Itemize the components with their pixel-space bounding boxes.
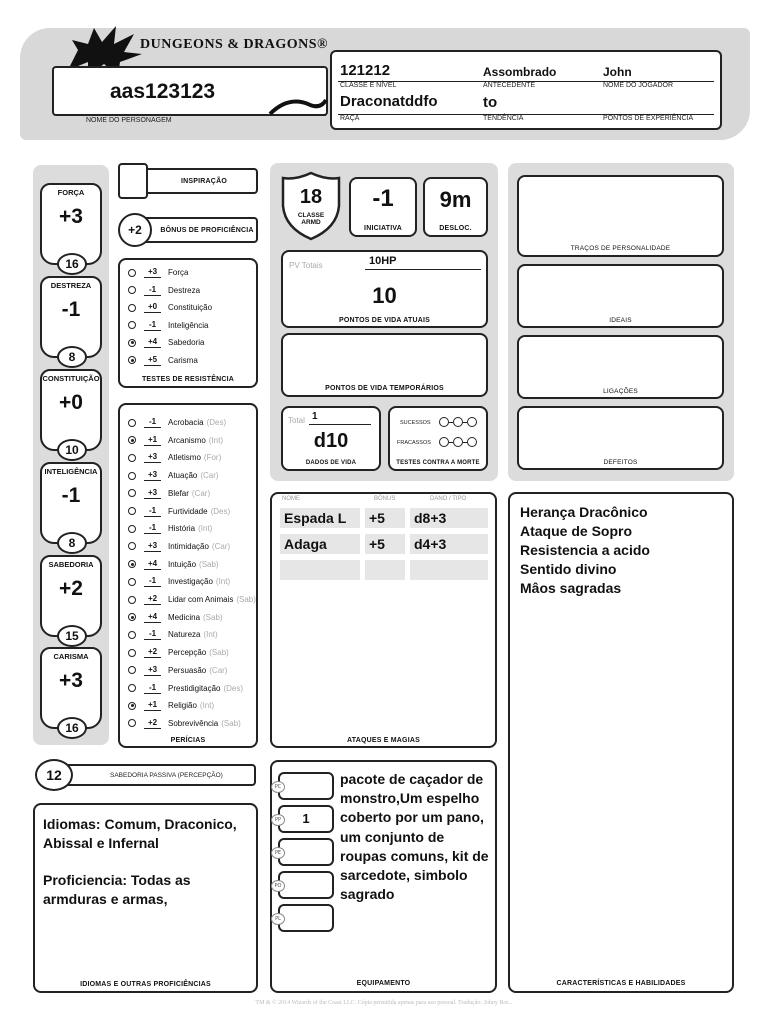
saving-throw-value: -1 bbox=[144, 285, 161, 296]
saving-throw-name: Constituição bbox=[168, 303, 213, 312]
death-saves-fail-label: FRACASSOS bbox=[397, 440, 431, 446]
proficiency-dot[interactable] bbox=[128, 525, 136, 533]
coin-pc[interactable] bbox=[274, 772, 334, 800]
ability-modifier: -1 bbox=[61, 298, 81, 321]
attack-bonus[interactable]: +5 bbox=[365, 508, 405, 528]
passive-perception-label: SABEDORIA PASSIVA (PERCEPÇÃO) bbox=[110, 772, 223, 779]
ability-name: DESTREZA bbox=[50, 281, 92, 290]
saving-throw-row[interactable] bbox=[128, 282, 200, 299]
ability-modifier: +3 bbox=[59, 669, 83, 692]
skill-value: +2 bbox=[144, 647, 161, 658]
skill-attr: (For) bbox=[203, 453, 222, 463]
attacks-label: ATAQUES E MAGIAS bbox=[347, 737, 420, 744]
saving-throw-row[interactable] bbox=[128, 317, 208, 334]
hp-current-box bbox=[281, 250, 488, 328]
skill-name: Prestidigitação bbox=[168, 683, 221, 693]
skill-value: -1 bbox=[144, 576, 161, 587]
coin-po[interactable] bbox=[274, 871, 334, 899]
skill-value: -1 bbox=[144, 523, 161, 534]
coin-label: PO bbox=[271, 880, 285, 892]
coin-label: PE bbox=[271, 847, 285, 859]
skill-row[interactable] bbox=[128, 432, 223, 449]
skill-row[interactable] bbox=[128, 467, 219, 484]
skill-row[interactable] bbox=[128, 520, 212, 537]
passive-perception-value[interactable]: 12 bbox=[35, 759, 73, 791]
skill-attr: (Sab) bbox=[236, 595, 256, 604]
skill-row[interactable] bbox=[128, 609, 223, 626]
feature-item: Mâos sagradas bbox=[520, 580, 622, 596]
attacks-col-bonus: BÔNUS bbox=[374, 496, 396, 502]
proficiency-dot[interactable] bbox=[128, 613, 136, 621]
skill-attr: (Sab) bbox=[221, 718, 241, 728]
skill-row[interactable] bbox=[128, 715, 241, 732]
hp-max-value[interactable]: 10HP bbox=[369, 255, 397, 267]
skill-attr: (Car) bbox=[191, 488, 211, 498]
ability-modifier: +3 bbox=[59, 205, 83, 228]
coin-label: PC bbox=[271, 781, 285, 793]
ability-wisdom[interactable] bbox=[40, 555, 102, 643]
fail-mark-3[interactable] bbox=[467, 437, 477, 447]
hit-dice-total-value[interactable]: 1 bbox=[312, 411, 318, 422]
skill-name: Blefar bbox=[168, 488, 189, 498]
skill-name: Investigação bbox=[168, 577, 213, 587]
proficiency-dot[interactable] bbox=[128, 304, 136, 312]
inspiration-label: INSPIRAÇÃO bbox=[181, 178, 227, 185]
coin-pe[interactable] bbox=[274, 838, 334, 866]
skill-attr: (Car) bbox=[200, 471, 219, 481]
proficiency-dot[interactable] bbox=[128, 436, 136, 444]
skill-attr: (Des) bbox=[210, 506, 231, 516]
proficiency-dot[interactable] bbox=[128, 356, 136, 364]
inspiration-input[interactable] bbox=[118, 163, 148, 199]
skill-row[interactable] bbox=[128, 573, 230, 590]
proficiency-dot[interactable] bbox=[128, 269, 136, 277]
skill-attr: (Int) bbox=[199, 701, 215, 711]
skill-attr: (Car) bbox=[211, 541, 231, 551]
attacks-col-name: NOME bbox=[282, 496, 300, 502]
proficiency-dot[interactable] bbox=[128, 631, 136, 639]
logo-text: DUNGEONS & DRAGONS® bbox=[140, 37, 328, 52]
proficiency-dot[interactable] bbox=[128, 339, 136, 347]
speed-label: DESLOC. bbox=[439, 225, 472, 232]
skill-value: +4 bbox=[144, 559, 161, 570]
hit-dice-label: DADOS DE VIDA bbox=[305, 460, 357, 466]
proficiency-dot[interactable] bbox=[128, 578, 136, 586]
ability-constitution[interactable] bbox=[40, 369, 102, 457]
player-name-label: NOME DO JOGADOR bbox=[603, 82, 674, 89]
proficiency-dot[interactable] bbox=[128, 419, 136, 427]
saving-throw-value: +5 bbox=[144, 355, 161, 366]
saving-throw-value: +3 bbox=[144, 267, 161, 278]
attack-damage[interactable] bbox=[410, 560, 488, 580]
skill-value: +1 bbox=[144, 435, 161, 446]
skill-attr: (Sab) bbox=[209, 648, 229, 658]
ability-score[interactable]: 8 bbox=[57, 532, 87, 554]
hit-dice-value[interactable]: d10 bbox=[313, 430, 349, 452]
ability-score[interactable]: 16 bbox=[57, 253, 87, 275]
hp-max-label: PV Totais bbox=[289, 261, 323, 270]
background[interactable]: Assombrado bbox=[483, 65, 557, 79]
speed-value[interactable]: 9m bbox=[439, 187, 472, 212]
proficiency-dot[interactable] bbox=[128, 542, 136, 550]
bonds-label: LIGAÇÕES bbox=[603, 388, 638, 395]
skill-name: Medicina bbox=[168, 612, 201, 622]
saving-throw-name: Destreza bbox=[168, 285, 201, 295]
hp-max-underline bbox=[365, 269, 481, 270]
ability-intelligence[interactable] bbox=[40, 462, 102, 550]
proficiency-dot[interactable] bbox=[128, 286, 136, 294]
saving-throw-row[interactable] bbox=[128, 264, 188, 281]
skill-name: Atletismo bbox=[168, 453, 201, 463]
saving-throw-row[interactable] bbox=[128, 334, 204, 351]
ability-modifier: -1 bbox=[61, 484, 81, 507]
skill-row[interactable] bbox=[128, 680, 243, 697]
skill-name: Furtividade bbox=[168, 506, 208, 516]
skill-row[interactable] bbox=[128, 449, 221, 466]
death-saves-success-marks[interactable] bbox=[439, 417, 477, 427]
skill-attr: (Des) bbox=[223, 683, 244, 693]
race-label: RAÇA bbox=[340, 115, 360, 122]
features-label: CARACTERÍSTICAS E HABILIDADES bbox=[556, 980, 686, 987]
death-saves-fail-marks[interactable] bbox=[439, 437, 477, 447]
passive-perception-box bbox=[52, 764, 256, 786]
alignment[interactable]: to bbox=[483, 94, 498, 111]
skill-attr: (Des) bbox=[206, 418, 227, 427]
attack-name[interactable] bbox=[280, 560, 360, 580]
skill-value: -1 bbox=[144, 417, 161, 428]
ideals-label: IDEAIS bbox=[609, 317, 632, 324]
skill-row[interactable] bbox=[128, 556, 219, 573]
success-mark-1[interactable] bbox=[439, 417, 449, 427]
skill-row[interactable] bbox=[128, 697, 214, 714]
skills-box bbox=[118, 403, 258, 748]
hp-current-label: PONTOS DE VIDA ATUAIS bbox=[339, 317, 430, 324]
proficiency-dot[interactable] bbox=[128, 472, 136, 480]
hit-dice-total-label: Total bbox=[288, 416, 305, 425]
skill-attr: (Car) bbox=[209, 665, 228, 675]
skill-attr: (Int) bbox=[208, 435, 224, 445]
skill-value: -1 bbox=[144, 683, 161, 694]
player-name[interactable]: John bbox=[603, 65, 632, 79]
inspiration-box bbox=[130, 168, 258, 194]
proficiency-label: BÔNUS DE PROFICIÊNCIA bbox=[160, 227, 254, 234]
skill-row[interactable] bbox=[128, 644, 229, 661]
coin-label: PL bbox=[271, 913, 285, 925]
class-level-label: CLASSE E NÍVEL bbox=[340, 82, 397, 89]
proficiency-dot[interactable] bbox=[128, 596, 136, 604]
skill-attr: (Sab) bbox=[203, 612, 223, 622]
attacks-col-damage: DANO / TIPO bbox=[430, 496, 467, 502]
ability-dexterity[interactable] bbox=[40, 276, 102, 364]
skill-value: +3 bbox=[144, 488, 161, 499]
skill-row[interactable] bbox=[128, 662, 227, 679]
initiative-box bbox=[349, 177, 417, 237]
skill-name: Acrobacia bbox=[168, 418, 204, 427]
saving-throws-title: TESTES DE RESISTÊNCIA bbox=[141, 376, 235, 383]
skill-row[interactable] bbox=[128, 503, 230, 520]
attack-damage[interactable]: d4+3 bbox=[410, 534, 488, 554]
attack-name[interactable]: Adaga bbox=[280, 534, 360, 554]
proficiency-dot[interactable] bbox=[128, 507, 136, 515]
ability-name: SABEDORIA bbox=[48, 560, 94, 569]
hp-current-value[interactable]: 10 bbox=[372, 283, 397, 308]
speed-box bbox=[423, 177, 488, 237]
skill-value: +1 bbox=[144, 700, 161, 711]
hp-temp-label: PONTOS DE VIDA TEMPORÁRIOS bbox=[325, 385, 444, 392]
attack-name[interactable]: Espada L bbox=[280, 508, 360, 528]
ability-score[interactable]: 8 bbox=[57, 346, 87, 368]
initiative-value[interactable]: -1 bbox=[372, 185, 394, 212]
saving-throw-value: +4 bbox=[144, 337, 161, 348]
hp-temp-box[interactable] bbox=[281, 333, 488, 397]
proficiency-dot[interactable] bbox=[128, 560, 136, 568]
ability-score[interactable]: 10 bbox=[57, 439, 87, 461]
skill-name: Arcanismo bbox=[168, 435, 206, 445]
attack-bonus[interactable] bbox=[365, 560, 405, 580]
feature-item: Resistencia a acido bbox=[520, 542, 650, 558]
proficiency-dot[interactable] bbox=[128, 719, 136, 727]
skill-attr: (Int) bbox=[198, 524, 213, 534]
skill-name: Sobrevivência bbox=[168, 718, 219, 728]
skill-value: +2 bbox=[144, 594, 161, 605]
skill-value: +3 bbox=[144, 452, 161, 463]
feature-item: Sentido divino bbox=[520, 561, 617, 577]
proficiency-dot[interactable] bbox=[128, 454, 136, 462]
hit-dice-box bbox=[281, 406, 381, 471]
fail-mark-2[interactable] bbox=[453, 437, 463, 447]
success-mark-3[interactable] bbox=[467, 417, 477, 427]
armor-class-value[interactable]: 18 bbox=[299, 186, 323, 208]
death-saves-label: TESTES CONTRA A MORTE bbox=[396, 460, 480, 466]
skill-name: Percepção bbox=[168, 648, 207, 658]
skill-value: -1 bbox=[144, 629, 161, 640]
ideals-box[interactable] bbox=[517, 264, 724, 328]
skill-value: +4 bbox=[144, 612, 161, 623]
languages-box[interactable] bbox=[33, 803, 258, 993]
skill-attr: (Int) bbox=[215, 577, 231, 587]
skill-row[interactable] bbox=[128, 626, 218, 643]
skill-name: Intimidação bbox=[168, 541, 209, 551]
saving-throw-row[interactable] bbox=[128, 352, 198, 369]
saving-throw-value: +0 bbox=[144, 302, 161, 313]
proficiencies-text: Proficiencia: Todas as armduras e armas, bbox=[43, 872, 191, 907]
proficiency-value[interactable]: +2 bbox=[118, 213, 152, 247]
character-name-underline bbox=[86, 115, 326, 116]
skill-row[interactable] bbox=[128, 414, 226, 431]
saving-throw-name: Inteligência bbox=[168, 320, 209, 330]
success-mark-2[interactable] bbox=[453, 417, 463, 427]
feature-item: Herança Dracônico bbox=[520, 504, 648, 520]
attacks-box bbox=[270, 492, 497, 748]
languages-label: IDIOMAS E OUTRAS PROFICIÊNCIAS bbox=[80, 981, 211, 988]
flaws-label: DEFEITOS bbox=[603, 459, 638, 466]
proficiency-dot[interactable] bbox=[128, 321, 136, 329]
equipment-label: EQUIPAMENTO bbox=[356, 980, 411, 987]
skill-name: Atuação bbox=[168, 471, 198, 481]
saving-throws-box bbox=[118, 258, 258, 388]
armor-class-label: CLASSE ARMD bbox=[297, 212, 325, 226]
death-saves-box bbox=[388, 406, 488, 471]
skill-row[interactable] bbox=[128, 591, 256, 608]
background-label: ANTECEDENTE bbox=[483, 82, 536, 89]
skill-value: +2 bbox=[144, 718, 161, 729]
saving-throw-value: -1 bbox=[144, 320, 161, 331]
alignment-label: TENDÊNCIA bbox=[483, 115, 524, 122]
ability-score[interactable]: 15 bbox=[57, 625, 87, 647]
ability-name: FORÇA bbox=[57, 188, 85, 197]
skill-row[interactable] bbox=[128, 538, 230, 555]
skill-attr: (Int) bbox=[203, 630, 218, 640]
proficiency-dot[interactable] bbox=[128, 702, 136, 710]
saving-throw-name: Carisma bbox=[168, 355, 198, 365]
initiative-label: INICIATIVA bbox=[364, 225, 402, 232]
proficiency-dot[interactable] bbox=[128, 489, 136, 497]
skill-attr: (Sab) bbox=[199, 559, 219, 569]
race[interactable]: Draconatddfo bbox=[340, 93, 438, 110]
saving-throw-name: Sabedoria bbox=[168, 338, 205, 347]
footer-copyright: TM & © 2014 Wizards of the Coast LLC. Cópia permitida apenas para uso pessoal. Tradução: Johny Bot... bbox=[255, 1000, 513, 1006]
skill-name: Religião bbox=[168, 701, 197, 711]
equipment-text[interactable]: pacote de caçador de monstro,Um espelho coberto por um pano, um conjunto de roupas comuns, kit de sarcedote, simbolo sagrado bbox=[340, 771, 489, 903]
personality-traits-box[interactable] bbox=[517, 175, 724, 257]
coin-pl[interactable] bbox=[275, 904, 334, 932]
proficiency-dot[interactable] bbox=[128, 666, 136, 674]
skill-name: História bbox=[168, 524, 196, 534]
xp-label: PONTOS DE EXPERIÊNCIA bbox=[603, 115, 694, 122]
class-level[interactable]: 121212 bbox=[340, 62, 391, 79]
death-saves-success-label: SUCESSOS bbox=[400, 420, 431, 426]
skill-value: +3 bbox=[144, 541, 161, 552]
header bbox=[0, 0, 768, 150]
ability-score[interactable]: 16 bbox=[57, 717, 87, 739]
fail-mark-1[interactable] bbox=[439, 437, 449, 447]
ability-strength[interactable] bbox=[40, 183, 102, 271]
skill-value: +3 bbox=[144, 665, 161, 676]
ability-modifier: +2 bbox=[59, 577, 83, 600]
skill-name: Persuasão bbox=[168, 665, 207, 675]
features-box[interactable] bbox=[508, 492, 734, 993]
skill-name: Natureza bbox=[168, 630, 201, 640]
skills-title: PERÍCIAS bbox=[170, 737, 206, 744]
skill-value: +3 bbox=[144, 470, 161, 481]
feature-item: Ataque de Sopro bbox=[520, 523, 633, 539]
skill-value: -1 bbox=[144, 506, 161, 517]
saving-throw-name: Força bbox=[168, 268, 189, 277]
personality-traits-label: TRAÇOS DE PERSONALIDADE bbox=[570, 245, 671, 252]
languages-text: Idiomas: Comum, Draconico, Abissal e Infernal bbox=[43, 816, 237, 851]
flaws-box[interactable] bbox=[517, 406, 724, 470]
hit-dice-total-underline bbox=[309, 424, 371, 425]
skill-name: Intuição bbox=[168, 559, 197, 569]
coin-label: PP bbox=[271, 814, 285, 826]
skill-name: Lidar com Animais bbox=[168, 595, 234, 604]
coin-amount: 1 bbox=[302, 811, 310, 826]
ability-name: CONSTITUIÇÃO bbox=[42, 374, 100, 383]
proficiency-dot[interactable] bbox=[128, 684, 136, 692]
coin-pp[interactable] bbox=[274, 805, 334, 833]
attack-bonus[interactable]: +5 bbox=[365, 534, 405, 554]
attack-damage[interactable]: d8+3 bbox=[410, 508, 488, 528]
ability-name: CARISMA bbox=[53, 652, 89, 661]
character-name[interactable]: aas123123 bbox=[110, 80, 216, 103]
bonds-box[interactable] bbox=[517, 335, 724, 399]
ability-charisma[interactable] bbox=[40, 647, 102, 735]
proficiency-dot[interactable] bbox=[128, 649, 136, 657]
saving-throw-row[interactable] bbox=[128, 299, 212, 316]
skill-row[interactable] bbox=[128, 485, 210, 502]
ability-name: INTELIGÊNCIA bbox=[44, 467, 98, 476]
ability-modifier: +0 bbox=[59, 391, 83, 414]
character-name-label: NOME DO PERSONAGEM bbox=[86, 117, 172, 124]
scroll-curl-icon bbox=[268, 94, 328, 120]
